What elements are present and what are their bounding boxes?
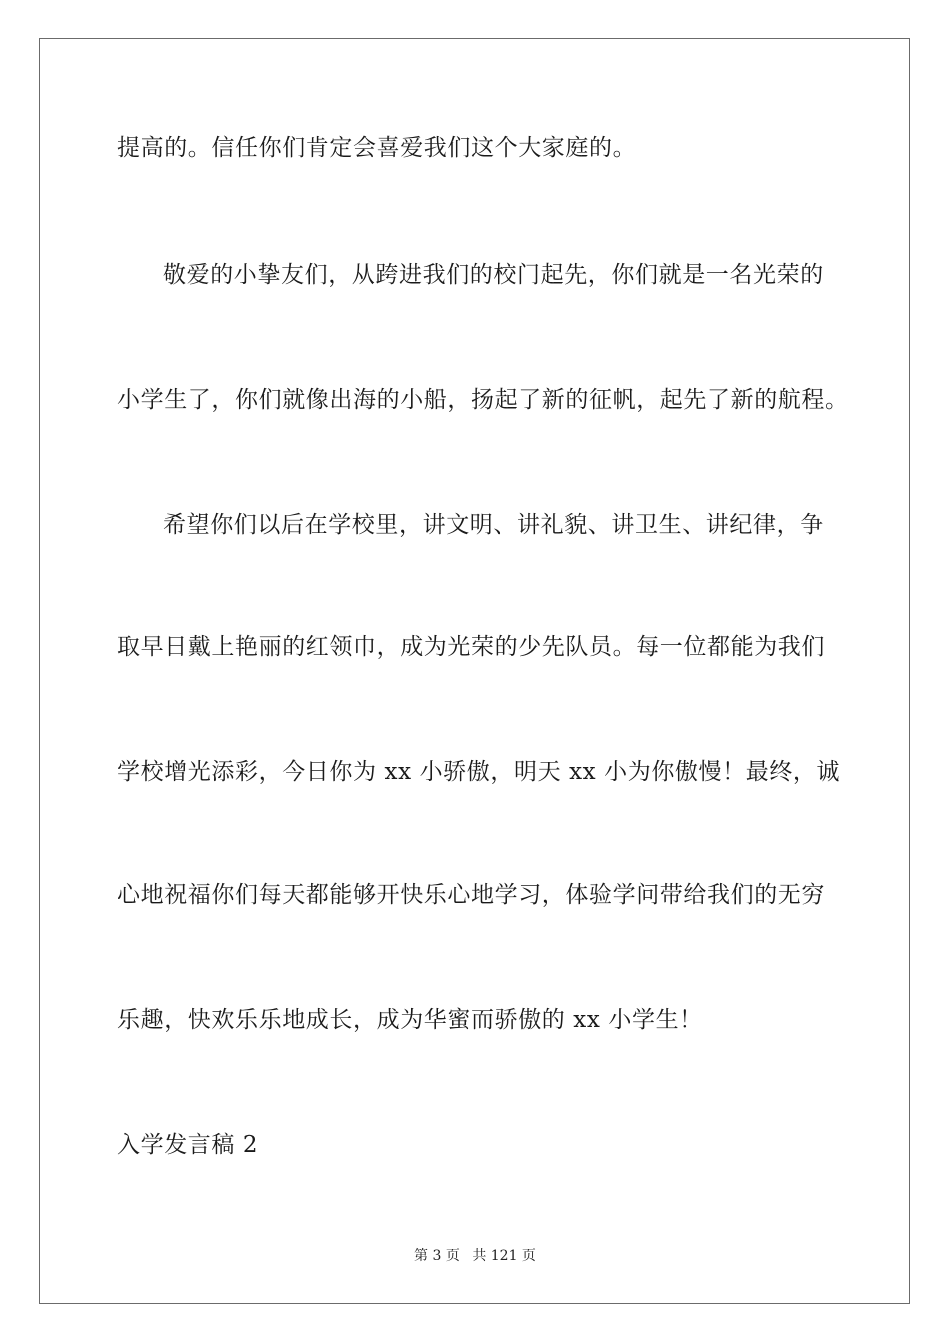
section-heading: 入学发言稿 2 <box>117 1132 259 1158</box>
paragraph-line-5: 取早日戴上艳丽的红领巾，成为光荣的少先队员。每一位都能为我们 <box>117 634 825 660</box>
paragraph-line-6: 学校增光添彩，今日你为 xx 小骄傲，明天 xx 小为你傲慢！最终，诚 <box>117 759 841 785</box>
paragraph-line-3: 小学生了，你们就像出海的小船，扬起了新的征帆，起先了新的航程。 <box>117 387 849 413</box>
page-border <box>39 38 910 1304</box>
page-number-total: 共 121 页 <box>472 1248 536 1264</box>
paragraph-line-8: 乐趣，快欢乐乐地成长，成为华蜜而骄傲的 xx 小学生！ <box>117 1007 703 1033</box>
page-footer <box>0 1246 950 1266</box>
paragraph-line-4: 希望你们以后在学校里，讲文明、讲礼貌、讲卫生、讲纪律，争 <box>163 512 824 538</box>
paragraph-line-2: 敬爱的小挚友们，从跨进我们的校门起先，你们就是一名光荣的 <box>163 262 824 288</box>
paragraph-line-7: 心地祝福你们每天都能够开快乐心地学习，体验学问带给我们的无穷 <box>117 882 825 908</box>
paragraph-line-1: 提高的。信任你们肯定会喜爱我们这个大家庭的。 <box>117 135 637 161</box>
page-number-current: 第 3 页 <box>414 1248 460 1264</box>
